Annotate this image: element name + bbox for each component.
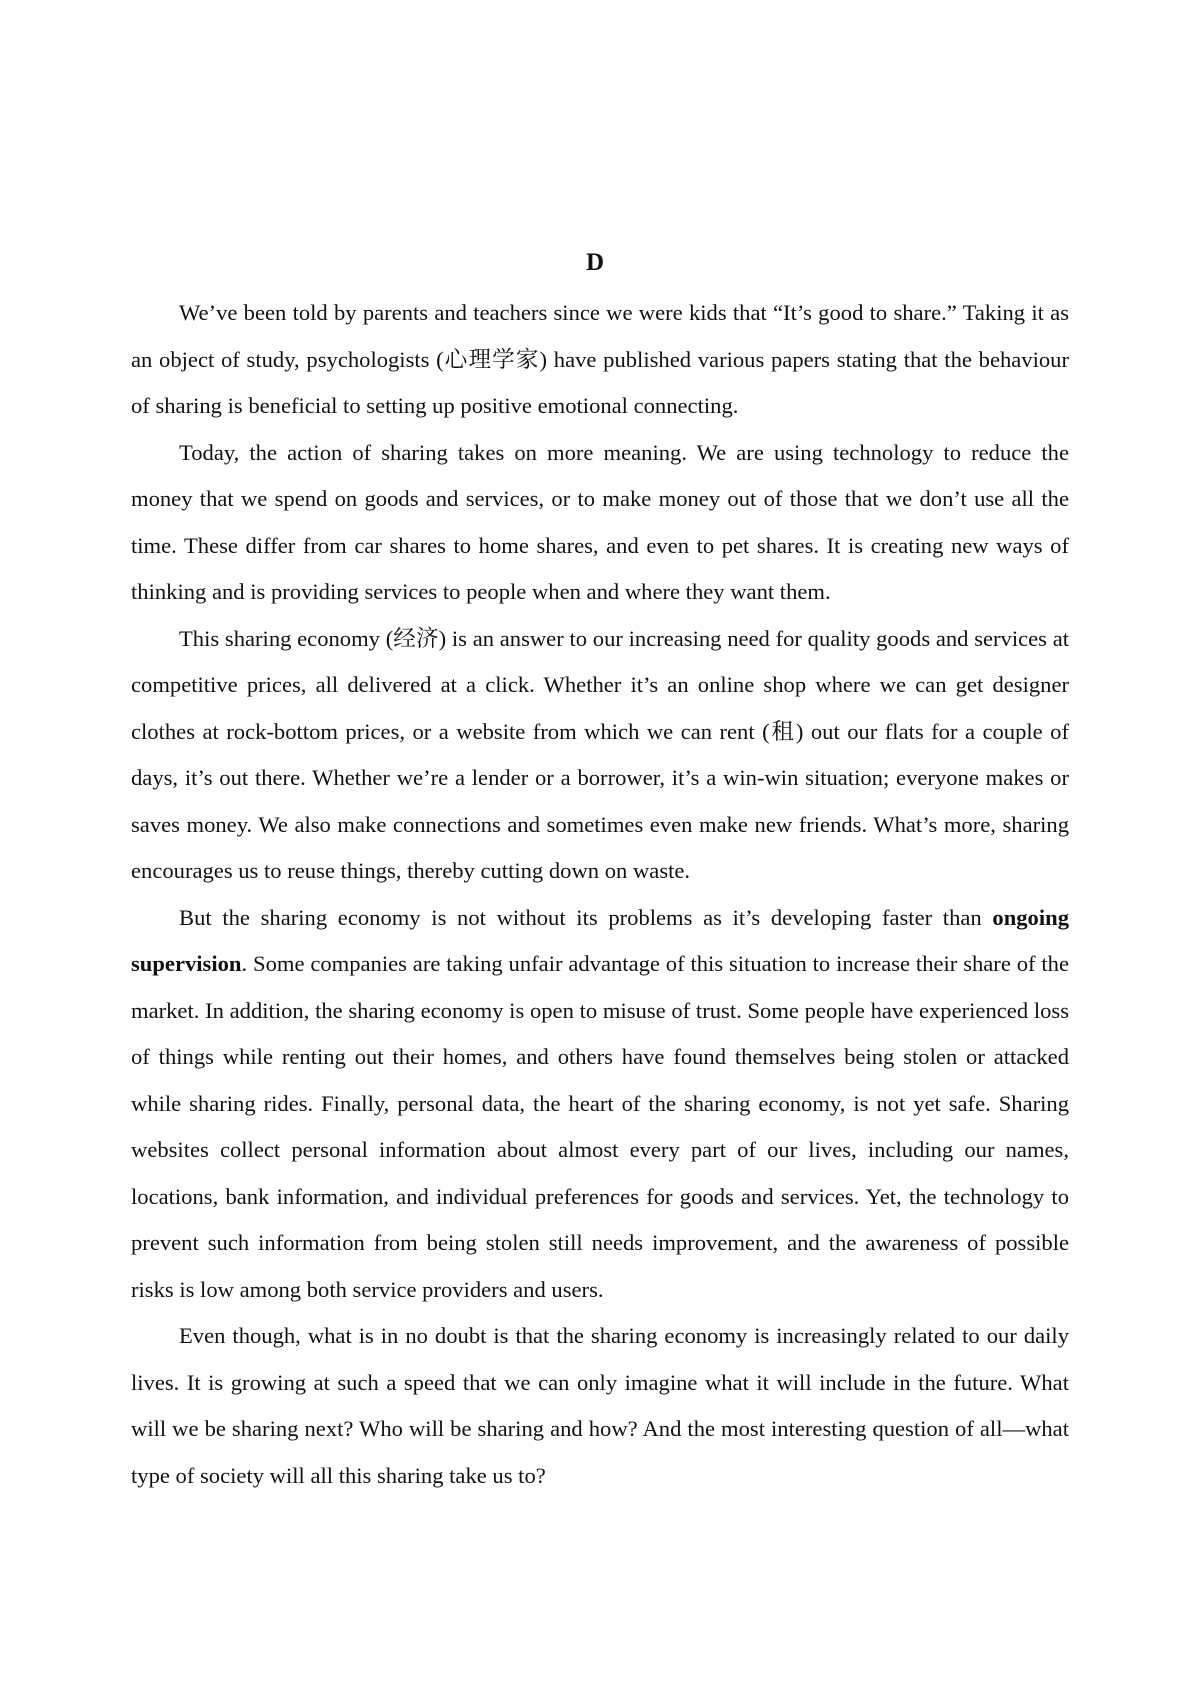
section-label: D (585, 249, 606, 276)
paragraph-text: This sharing economy (经济) is an answer to our increasing need for quality goods and services at competitive prices, all delivered at a click. Whether it’s an online shop where we can get designer clothes at rock-bottom prices, or a website from which we can rent (租) out our flats for a couple of days, it’s out there. Whether we’re a lender or a borrower, it’s a win-win situation; everyone makes or saves money. We also make connections and sometimes even make new friends. What’s more, sharing encourages us to reuse things, thereby cutting down on waste. (131, 625, 1069, 883)
paragraph-text: We’ve been told by parents and teachers since we were kids that “It’s good to share.” Taking it as an object of study, psychologists (心理学家) have published various papers stating that the behaviour of sharing is beneficial to setting up positive emotional connecting. (131, 300, 1069, 418)
paragraph-4 (131, 895, 1069, 1314)
paragraph-2 (131, 430, 1069, 616)
paragraph-5 (131, 1313, 1069, 1499)
article-body (131, 290, 1069, 1499)
paragraph-1 (131, 290, 1069, 430)
paragraph-text: Today, the action of sharing takes on more meaning. We are using technology to reduce the money that we spend on goods and services, or to make money out of those that we don’t use all the time. These differ from car shares to home shares, and even to pet shares. It is creating new ways of thinking and is providing services to people when and where they want them. (131, 439, 1069, 604)
paragraph-text: . Some companies are taking unfair advantage of this situation to increase their share of the market. In addition, the sharing economy is open to misuse of trust. Some people have experienced loss of things while renting out their homes, and others have found themselves being stolen or attacked while sharing rides. Finally, personal data, the heart of the sharing economy, is not yet safe. Sharing websites collect personal information about almost every part of our lives, including our names, locations, bank information, and individual preferences for goods and services. Yet, the technology to prevent such information from being stolen still needs improvement, and the awareness of possible risks is low among both service providers and users. (131, 951, 1069, 1302)
paragraph-text: Even though, what is in no doubt is that the sharing economy is increasingly related to our daily lives. It is growing at such a speed that we can only imagine what it will include in the future. What will we be sharing next? Who will be sharing and how? And the most interesting question of all—what type of society will all this sharing take us to? (131, 1323, 1069, 1488)
bold-phrase: ongoing supervision (131, 904, 1069, 976)
paragraph-3 (131, 616, 1069, 895)
paragraph-text: But the sharing economy is not without its problems as it’s developing faster than (179, 904, 993, 930)
